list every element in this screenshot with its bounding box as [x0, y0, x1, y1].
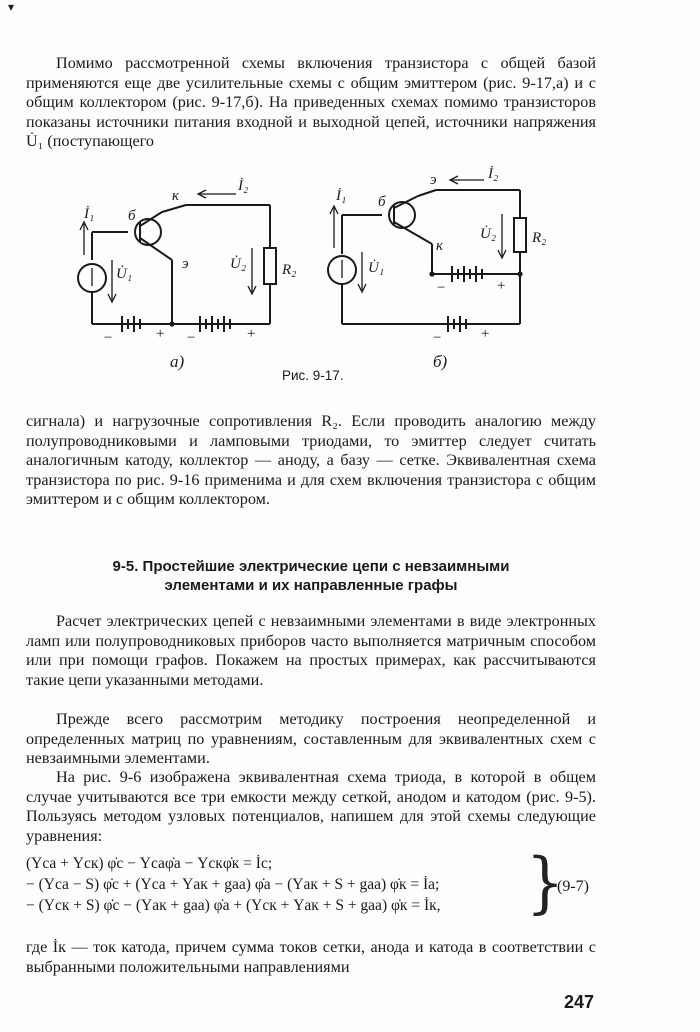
paragraph-cathode: где İк — ток катода, причем сумма токов сетки, анода и катода в соответствии с выбранными положительными направлениями [26, 938, 596, 976]
label-minus-a2: − [186, 330, 197, 346]
label-minus-b1: − [436, 280, 447, 296]
equation-row-2: − (Yса − S) φ̇с + (Yса + Yак + gаа) φ̇а − (Yак + S + gаа) φ̇к = İа; [26, 876, 440, 893]
section-heading-line1: 9-5. Простейшие электрические цепи с невзаимными [112, 558, 510, 575]
figure-label-b: б) [433, 352, 448, 371]
label-k-b: к [436, 238, 444, 254]
label-r2-a: R₂ [282, 262, 297, 278]
label-e-b: э [430, 172, 437, 188]
resistor-r2-a-icon [264, 248, 276, 284]
equation-row-1: (Yса + Yск) φ̇с − Yсаφ̇а − Yскφ̇к = İс; [26, 855, 273, 872]
label-r2-b: R₂ [532, 230, 547, 246]
label-i1-b: İ₁ [336, 188, 347, 204]
equation-number: (9-7) [557, 878, 589, 895]
equation-row-3: − (Yск + S) φ̇с − (Yак + gаа) φ̇а + (Yск + Yак + S + gаа) φ̇к = İк, [26, 897, 441, 914]
label-minus-b2: − [432, 330, 443, 346]
paragraph-analogy: сигнала) и нагрузочные сопротивления R₂. Если проводить аналогию между полупроводниковыми и ламповыми триодами, то эмиттер следует считать аналогичным катоду, коллектор — аноду, а базу — сетке. Эквивалентная схема транзистора по рис. 9-16 применима и для схем включения транзистора с общим эмиттером и с общим коллектором. [26, 412, 596, 509]
resistor-r2-b-icon [514, 218, 526, 252]
transistor-b-icon [389, 202, 415, 228]
figure-label-a: а) [170, 352, 185, 371]
label-e-a: э [182, 256, 189, 272]
paragraph-intro: Помимо рассмотренной схемы включения транзистора с общей базой применяются еще две усилительные схемы с общим эмиттером (рис. 9-17,а) и с общим коллектором (рис. 9-17,б). На приведенных схемах помимо транзисторов показаны источники питания входной и выходной цепей, источники напряжения U̇₁ (поступающего [26, 54, 596, 151]
equation-system [26, 853, 596, 916]
corner-mark: ▾ [8, 0, 15, 14]
figure-9-17 [0, 160, 700, 360]
label-b-b: б [378, 194, 386, 210]
label-plus-a1: + [155, 326, 166, 342]
label-u2-a: U̇₂ [230, 256, 247, 272]
label-b-a: б [128, 208, 136, 224]
section-heading-line2: элементами и их направленные графы [164, 577, 458, 594]
paragraph-methods: Расчет электрических цепей с невзаимными элементами в виде электронных ламп или полупроводниковых приборов часто выполняется матричным способом или при помощи графов. Покажем на простых примерах, как рассчитываются такие цепи указанными методами. [26, 612, 596, 689]
page-number: 247 [564, 992, 595, 1012]
paragraph-triode: На рис. 9-6 изображена эквивалентная схема триода, в которой в общем случае учитываются все три емкости между сеткой, анодом и катодом (рис. 9-5). Пользуясь методом узловых потенциалов, напишем для этой схемы следующие уравнения: [26, 768, 596, 845]
label-plus-a2: + [246, 326, 257, 342]
label-u1-b: U̇₁ [368, 260, 385, 276]
label-i2-b: İ₂ [488, 166, 499, 182]
label-k-a: к [172, 188, 180, 204]
label-minus-a1: − [103, 330, 114, 346]
transistor-a-icon [135, 219, 161, 245]
figure-caption: Рис. 9-17. [282, 368, 344, 383]
label-plus-b2: + [480, 326, 491, 342]
label-u1-a: U̇₁ [116, 266, 133, 282]
label-i1-a: İ₁ [84, 206, 95, 222]
paragraph-matrices: Прежде всего рассмотрим методику построения неопределенной и определенных матриц по уравнениям, составленным для эквивалентных схем с невзаимными элементами. [26, 710, 596, 768]
label-plus-b1: + [496, 278, 507, 294]
label-i2-a: İ₂ [238, 178, 249, 194]
equation-brace: } [526, 844, 565, 922]
label-u2-b: U̇₂ [480, 226, 497, 242]
